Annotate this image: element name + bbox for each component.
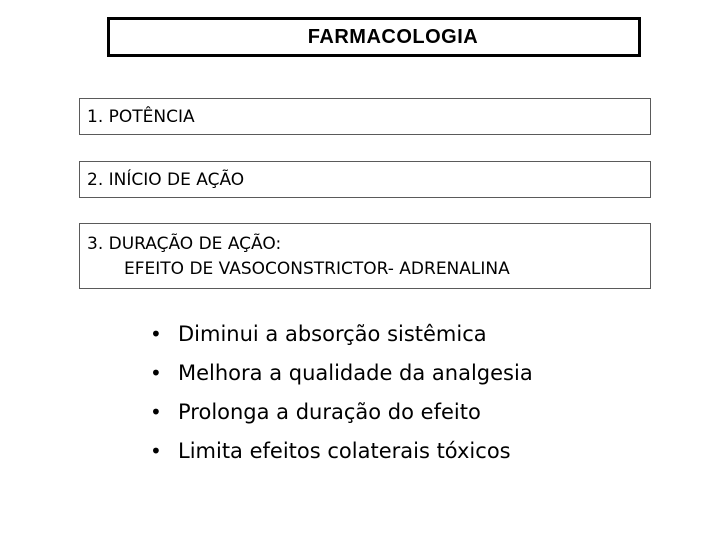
title-box [107,17,641,57]
list-item [150,314,533,353]
list-item-text: Diminui a absorção sistêmica [178,321,487,346]
item-label: 1. POTÊNCIA [87,106,195,127]
item-sublabel: EFEITO DE VASOCONSTRICTOR- ADRENALINA [124,259,510,279]
bullet-icon: • [150,438,162,463]
list-item-text: Melhora a qualidade da analgesia [178,360,533,385]
item-potencia [79,98,651,135]
page-title: FARMACOLOGIA [307,25,479,48]
item-inicio-de-acao [79,161,651,198]
effects-list [150,314,533,470]
bullet-icon: • [150,399,162,424]
bullet-icon: • [150,321,162,346]
list-item-text: Prolonga a duração do efeito [178,399,481,424]
item-label: 2. INÍCIO DE AÇÃO [87,169,245,190]
list-item-text: Limita efeitos colaterais tóxicos [178,438,511,463]
item-label: 3. DURAÇÃO DE AÇÃO: [87,234,282,254]
bullet-icon: • [150,360,162,385]
list-item [150,353,533,392]
list-item [150,392,533,431]
item-duracao-de-acao [79,223,651,289]
list-item [150,431,533,470]
